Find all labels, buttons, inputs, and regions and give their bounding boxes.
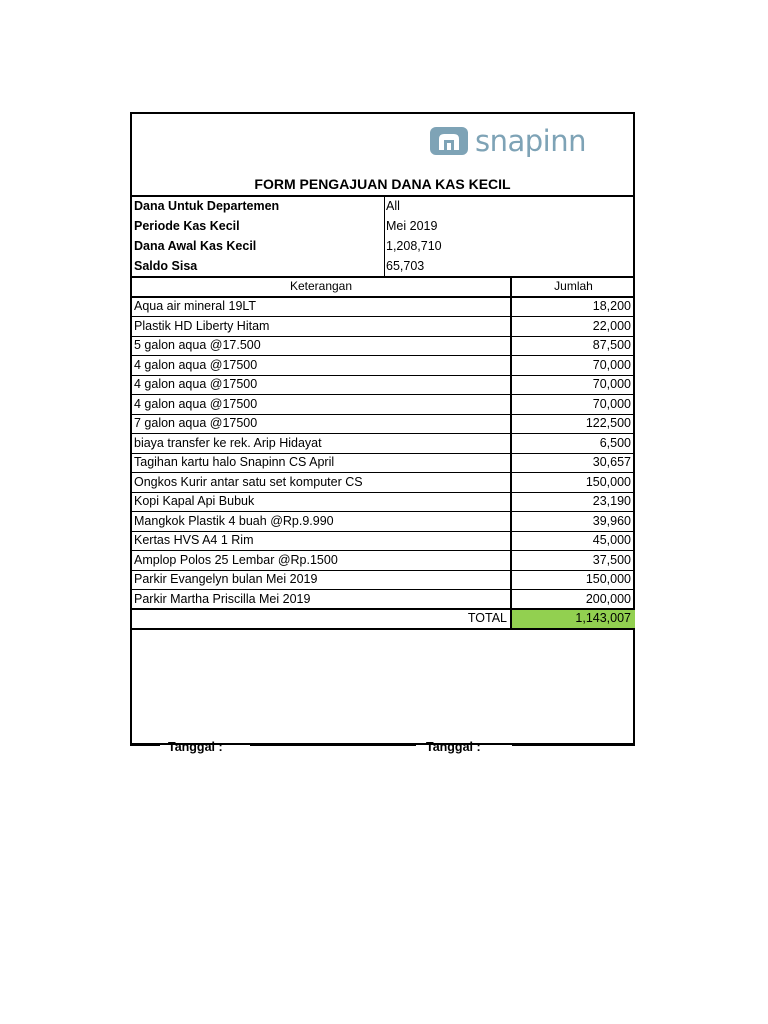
row-amount: 23,190 [592,494,631,508]
info-label: Periode Kas Kecil [134,219,240,233]
info-value: 1,208,710 [386,239,442,253]
row-amount: 200,000 [585,591,631,606]
row-amount: 39,960 [592,513,631,528]
row-description: Amplop Polos 25 Lembar @Rp.1500 [134,552,338,567]
row-amount: 18,200 [592,299,631,313]
row-description: Tagihan kartu halo Snapinn CS April [134,455,335,469]
row-amount: 150,000 [585,572,631,586]
row-divider [132,375,633,376]
info-label: Dana Untuk Departemen [134,199,280,213]
row-description: 7 galon aqua @17500 [134,416,258,430]
row-divider [132,414,633,415]
snapinn-logo [429,124,586,158]
signature-line [250,744,416,746]
row-divider [132,336,633,337]
info-label: Saldo Sisa [134,259,198,273]
row-description: Aqua air mineral 19LT [134,299,257,313]
info-value: All [386,199,400,213]
row-amount: 70,000 [592,377,631,391]
row-description: Kopi Kapal Api Bubuk [134,494,255,508]
row-divider [132,316,633,317]
row-description: Plastik HD Liberty Hitam [134,318,270,333]
row-description: 4 galon aqua @17500 [134,396,258,411]
row-amount: 6,500 [599,435,631,450]
row-amount: 70,000 [592,357,631,372]
row-description: Parkir Martha Priscilla Mei 2019 [134,591,311,606]
row-divider [132,453,633,454]
row-description: 5 galon aqua @17.500 [134,338,261,352]
row-divider [132,550,633,551]
row-amount: 150,000 [585,474,631,489]
row-divider [132,355,633,356]
petty-cash-form [130,112,635,754]
form-title: FORM PENGAJUAN DANA KAS KECIL [254,176,511,192]
signature-date-left: Tanggal : [168,740,223,754]
row-amount: 22,000 [592,318,631,333]
info-label: Dana Awal Kas Kecil [134,239,257,253]
total-value: 1,143,007 [575,611,631,625]
row-divider [132,394,633,395]
info-value: Mei 2019 [386,219,438,233]
row-divider [132,570,633,571]
total-label: TOTAL [467,611,507,625]
row-amount: 70,000 [592,396,631,411]
row-description: Ongkos Kurir antar satu set komputer CS [134,474,363,489]
row-divider [132,589,633,590]
snapinn-logo-icon [429,126,469,156]
logo-wordmark: snapinn [475,124,586,158]
column-header-description: Keterangan [289,279,353,293]
row-divider [132,472,633,473]
row-divider [132,492,633,493]
row-amount: 45,000 [592,533,631,547]
row-amount: 122,500 [585,416,631,430]
row-amount: 87,500 [592,338,631,352]
row-divider [132,511,633,512]
row-divider [132,433,633,434]
row-description: Parkir Evangelyn bulan Mei 2019 [134,572,318,586]
divider [384,196,385,276]
row-description: 4 galon aqua @17500 [134,377,258,391]
divider [132,628,633,630]
signature-date-right: Tanggal : [426,740,481,754]
column-header-amount: Jumlah [554,279,593,293]
row-description: Mangkok Plastik 4 buah @Rp.9.990 [134,513,334,528]
row-description: 4 galon aqua @17500 [134,357,258,372]
signature-line [512,744,635,746]
row-description: Kertas HVS A4 1 Rim [134,533,254,547]
row-amount: 30,657 [592,455,631,469]
signature-line [130,744,160,746]
row-description: biaya transfer ke rek. Arip Hidayat [134,435,322,450]
info-value: 65,703 [386,259,425,273]
row-divider [132,531,633,532]
row-amount: 37,500 [592,552,631,567]
